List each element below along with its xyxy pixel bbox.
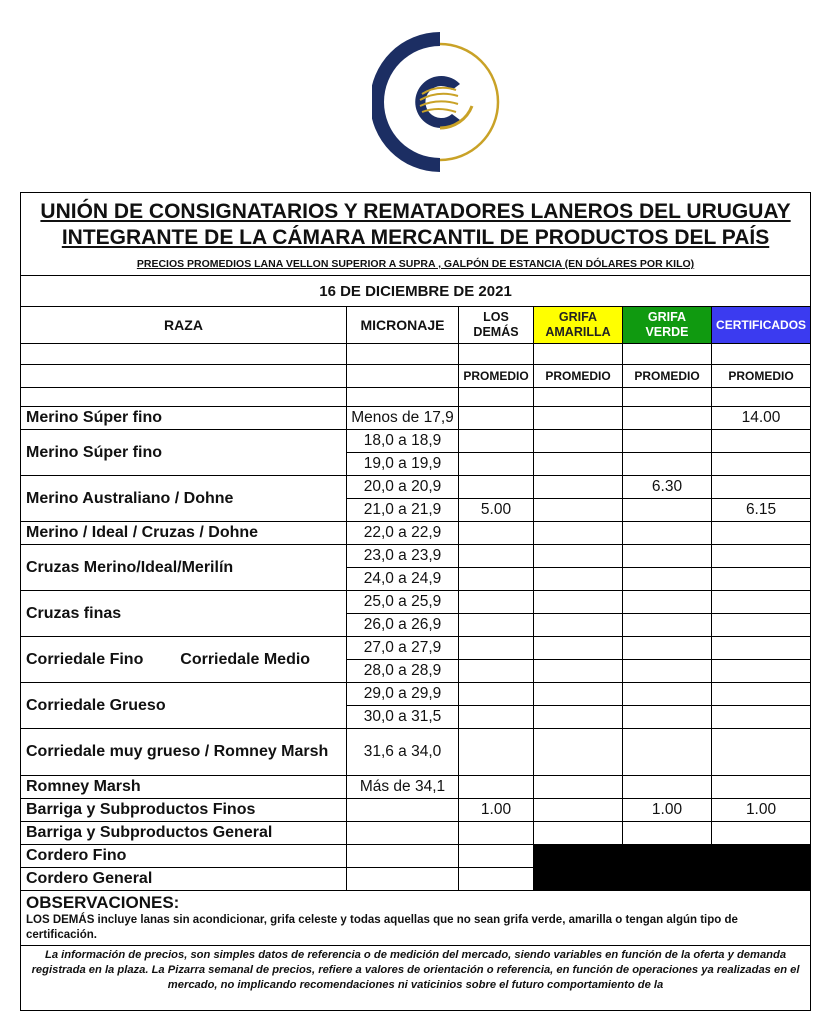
blacked-out-cell: [534, 845, 811, 891]
price-sheet: [20, 192, 810, 1011]
grifa-verde-cell: [623, 660, 712, 683]
raza-cell: Barriga y Subproductos Finos: [21, 799, 347, 822]
table-row: [21, 430, 811, 453]
date-row: [21, 276, 811, 307]
certificados-cell: [712, 729, 811, 776]
table-row: [21, 522, 811, 545]
promedio-grifa-verde: PROMEDIO: [623, 365, 712, 388]
grifa-amarilla-cell: [534, 799, 623, 822]
observaciones-cell: [21, 891, 811, 946]
micronaje-cell: 27,0 a 27,9: [347, 637, 459, 660]
title-line-1: UNIÓN DE CONSIGNATARIOS Y REMATADORES LANEROS DEL URUGUAY: [40, 200, 791, 223]
table-row: [21, 776, 811, 799]
blank-row: [21, 344, 811, 365]
disclaimer-text: La información de precios, son simples datos de referencia o de medición del mercado, siendo variables en función de la oferta y demanda registrada en la plaza. La Pizarra semanal de precios, refiere a valores de orientación o referencia, en función de operaciones ya realizadas en el mercado, no implicando recomendaciones ni vaticinios sobre el futuro comportamiento de la: [21, 946, 811, 1011]
grifa-amarilla-cell: [534, 637, 623, 660]
blank-cell: [623, 344, 712, 365]
raza-cell: Barriga y Subproductos General: [21, 822, 347, 845]
observaciones-text: LOS DEMÁS incluye lanas sin acondicionar, grifa celeste y todas aquellas que no sean grifa verde, amarilla o tengan algún tipo de certificación.: [26, 914, 738, 941]
certificados-cell: 6.15: [712, 499, 811, 522]
header-certificados: CERTIFICADOS: [712, 307, 811, 344]
los-demas-cell: [459, 845, 534, 868]
table-row: [21, 591, 811, 614]
subtitle-row: [21, 253, 811, 276]
micronaje-cell: 25,0 a 25,9: [347, 591, 459, 614]
column-header-row: [21, 307, 811, 344]
promedio-los-demas: PROMEDIO: [459, 365, 534, 388]
promedio-row: [21, 365, 811, 388]
union-logo-icon: [372, 28, 508, 178]
table-row: [21, 683, 811, 706]
grifa-amarilla-cell: [534, 683, 623, 706]
blank-cell: [712, 388, 811, 407]
los-demas-cell: 5.00: [459, 499, 534, 522]
certificados-cell: [712, 660, 811, 683]
title-line-2: INTEGRANTE DE LA CÁMARA MERCANTIL DE PRODUCTOS DEL PAÍS: [61, 226, 770, 249]
los-demas-cell: [459, 591, 534, 614]
promedio-grifa-amarilla: PROMEDIO: [534, 365, 623, 388]
grifa-amarilla-cell: [534, 822, 623, 845]
certificados-cell: [712, 683, 811, 706]
grifa-amarilla-cell: [534, 568, 623, 591]
micronaje-cell: 18,0 a 18,9: [347, 430, 459, 453]
grifa-verde-cell: [623, 499, 712, 522]
blank-cell: [21, 344, 347, 365]
price-table: [20, 192, 811, 1011]
micronaje-cell: 19,0 a 19,9: [347, 453, 459, 476]
grifa-verde-cell: [623, 637, 712, 660]
grifa-verde-cell: [623, 614, 712, 637]
document-title: [21, 193, 811, 254]
header-los-demas: LOS DEMÁS: [459, 307, 534, 344]
los-demas-cell: [459, 568, 534, 591]
grifa-amarilla-cell: [534, 545, 623, 568]
los-demas-cell: 1.00: [459, 799, 534, 822]
micronaje-cell: 22,0 a 22,9: [347, 522, 459, 545]
certificados-cell: [712, 453, 811, 476]
raza-cell: Corriedale Grueso: [21, 683, 347, 729]
micronaje-cell: Menos de 17,9: [347, 407, 459, 430]
raza-cell: [21, 637, 347, 683]
grifa-verde-cell: [623, 706, 712, 729]
certificados-cell: [712, 637, 811, 660]
los-demas-cell: [459, 407, 534, 430]
disclaimer-row: [21, 946, 811, 1011]
micronaje-cell: 26,0 a 26,9: [347, 614, 459, 637]
table-row: [21, 799, 811, 822]
raza-corriedale-fino: Corriedale Fino: [26, 650, 144, 668]
header-raza: RAZA: [21, 307, 347, 344]
raza-cell: Merino Súper fino: [21, 430, 347, 476]
grifa-verde-cell: [623, 568, 712, 591]
blank-cell: [623, 388, 712, 407]
grifa-amarilla-cell: [534, 729, 623, 776]
observaciones-title: OBSERVACIONES:: [26, 893, 180, 912]
table-row: [21, 845, 811, 868]
los-demas-cell: [459, 776, 534, 799]
blank-cell: [347, 365, 459, 388]
raza-cell: Cruzas finas: [21, 591, 347, 637]
los-demas-cell: [459, 476, 534, 499]
table-row: [21, 822, 811, 845]
header-grifa-verde: GRIFA VERDE: [623, 307, 712, 344]
raza-cell: Romney Marsh: [21, 776, 347, 799]
micronaje-cell: 31,6 a 34,0: [347, 729, 459, 776]
grifa-verde-cell: [623, 591, 712, 614]
raza-cell: Merino Súper fino: [21, 407, 347, 430]
blank-cell: [347, 388, 459, 407]
blank-cell: [459, 388, 534, 407]
micronaje-cell: 24,0 a 24,9: [347, 568, 459, 591]
micronaje-cell: 23,0 a 23,9: [347, 545, 459, 568]
raza-cell: Cordero Fino: [21, 845, 347, 868]
blank-cell: [21, 388, 347, 407]
micronaje-cell: 28,0 a 28,9: [347, 660, 459, 683]
grifa-amarilla-cell: [534, 706, 623, 729]
micronaje-cell: 29,0 a 29,9: [347, 683, 459, 706]
certificados-cell: [712, 545, 811, 568]
raza-cell: Merino / Ideal / Cruzas / Dohne: [21, 522, 347, 545]
micronaje-cell: [347, 845, 459, 868]
grifa-verde-cell: 6.30: [623, 476, 712, 499]
los-demas-cell: [459, 430, 534, 453]
table-row: [21, 545, 811, 568]
raza-cell: Corriedale muy grueso / Romney Marsh: [21, 729, 347, 776]
header-grifa-amarilla: GRIFA AMARILLA: [534, 307, 623, 344]
blank-cell: [21, 365, 347, 388]
los-demas-cell: [459, 683, 534, 706]
title-row: [21, 193, 811, 254]
los-demas-cell: [459, 637, 534, 660]
blank-cell: [534, 388, 623, 407]
document-subtitle: PRECIOS PROMEDIOS LANA VELLON SUPERIOR A SUPRA , GALPÓN DE ESTANCIA (EN DÓLARES POR KILO): [21, 253, 811, 276]
certificados-cell: [712, 822, 811, 845]
certificados-cell: 14.00: [712, 407, 811, 430]
certificados-cell: [712, 706, 811, 729]
raza-cell: Cordero General: [21, 868, 347, 891]
raza-corriedale-medio: Corriedale Medio: [180, 650, 311, 668]
blank-cell: [347, 344, 459, 365]
certificados-cell: [712, 591, 811, 614]
grifa-amarilla-cell: [534, 499, 623, 522]
grifa-amarilla-cell: [534, 522, 623, 545]
micronaje-cell: [347, 822, 459, 845]
grifa-amarilla-cell: [534, 591, 623, 614]
los-demas-cell: [459, 822, 534, 845]
grifa-amarilla-cell: [534, 476, 623, 499]
grifa-verde-cell: [623, 430, 712, 453]
table-row: [21, 729, 811, 776]
micronaje-cell: [347, 799, 459, 822]
los-demas-cell: [459, 614, 534, 637]
grifa-verde-cell: [623, 407, 712, 430]
micronaje-cell: 20,0 a 20,9: [347, 476, 459, 499]
los-demas-cell: [459, 706, 534, 729]
micronaje-cell: Más de 34,1: [347, 776, 459, 799]
blank-cell: [534, 344, 623, 365]
los-demas-cell: [459, 453, 534, 476]
blank-cell: [459, 344, 534, 365]
raza-cell: Merino Australiano / Dohne: [21, 476, 347, 522]
grifa-verde-cell: [623, 522, 712, 545]
certificados-cell: [712, 614, 811, 637]
micronaje-cell: 21,0 a 21,9: [347, 499, 459, 522]
certificados-cell: [712, 430, 811, 453]
report-date: 16 DE DICIEMBRE DE 2021: [21, 276, 811, 307]
los-demas-cell: [459, 522, 534, 545]
los-demas-cell: [459, 545, 534, 568]
grifa-verde-cell: [623, 776, 712, 799]
table-row: [21, 637, 811, 660]
micronaje-cell: 30,0 a 31,5: [347, 706, 459, 729]
blank-cell: [712, 344, 811, 365]
los-demas-cell: [459, 868, 534, 891]
grifa-amarilla-cell: [534, 776, 623, 799]
grifa-verde-cell: [623, 453, 712, 476]
grifa-verde-cell: [623, 729, 712, 776]
micronaje-cell: [347, 868, 459, 891]
promedio-certificados: PROMEDIO: [712, 365, 811, 388]
certificados-cell: [712, 476, 811, 499]
grifa-amarilla-cell: [534, 430, 623, 453]
grifa-amarilla-cell: [534, 660, 623, 683]
raza-cell: Cruzas Merino/Ideal/Merilín: [21, 545, 347, 591]
grifa-verde-cell: [623, 545, 712, 568]
grifa-amarilla-cell: [534, 407, 623, 430]
certificados-cell: [712, 568, 811, 591]
los-demas-cell: [459, 660, 534, 683]
spacer-row: [21, 388, 811, 407]
grifa-verde-cell: [623, 822, 712, 845]
certificados-cell: 1.00: [712, 799, 811, 822]
los-demas-cell: [459, 729, 534, 776]
grifa-amarilla-cell: [534, 614, 623, 637]
grifa-verde-cell: 1.00: [623, 799, 712, 822]
header-micronaje: MICRONAJE: [347, 307, 459, 344]
grifa-amarilla-cell: [534, 453, 623, 476]
grifa-verde-cell: [623, 683, 712, 706]
table-row: [21, 476, 811, 499]
certificados-cell: [712, 776, 811, 799]
observaciones-row: [21, 891, 811, 946]
certificados-cell: [712, 522, 811, 545]
table-row: [21, 407, 811, 430]
logo: [372, 28, 508, 178]
